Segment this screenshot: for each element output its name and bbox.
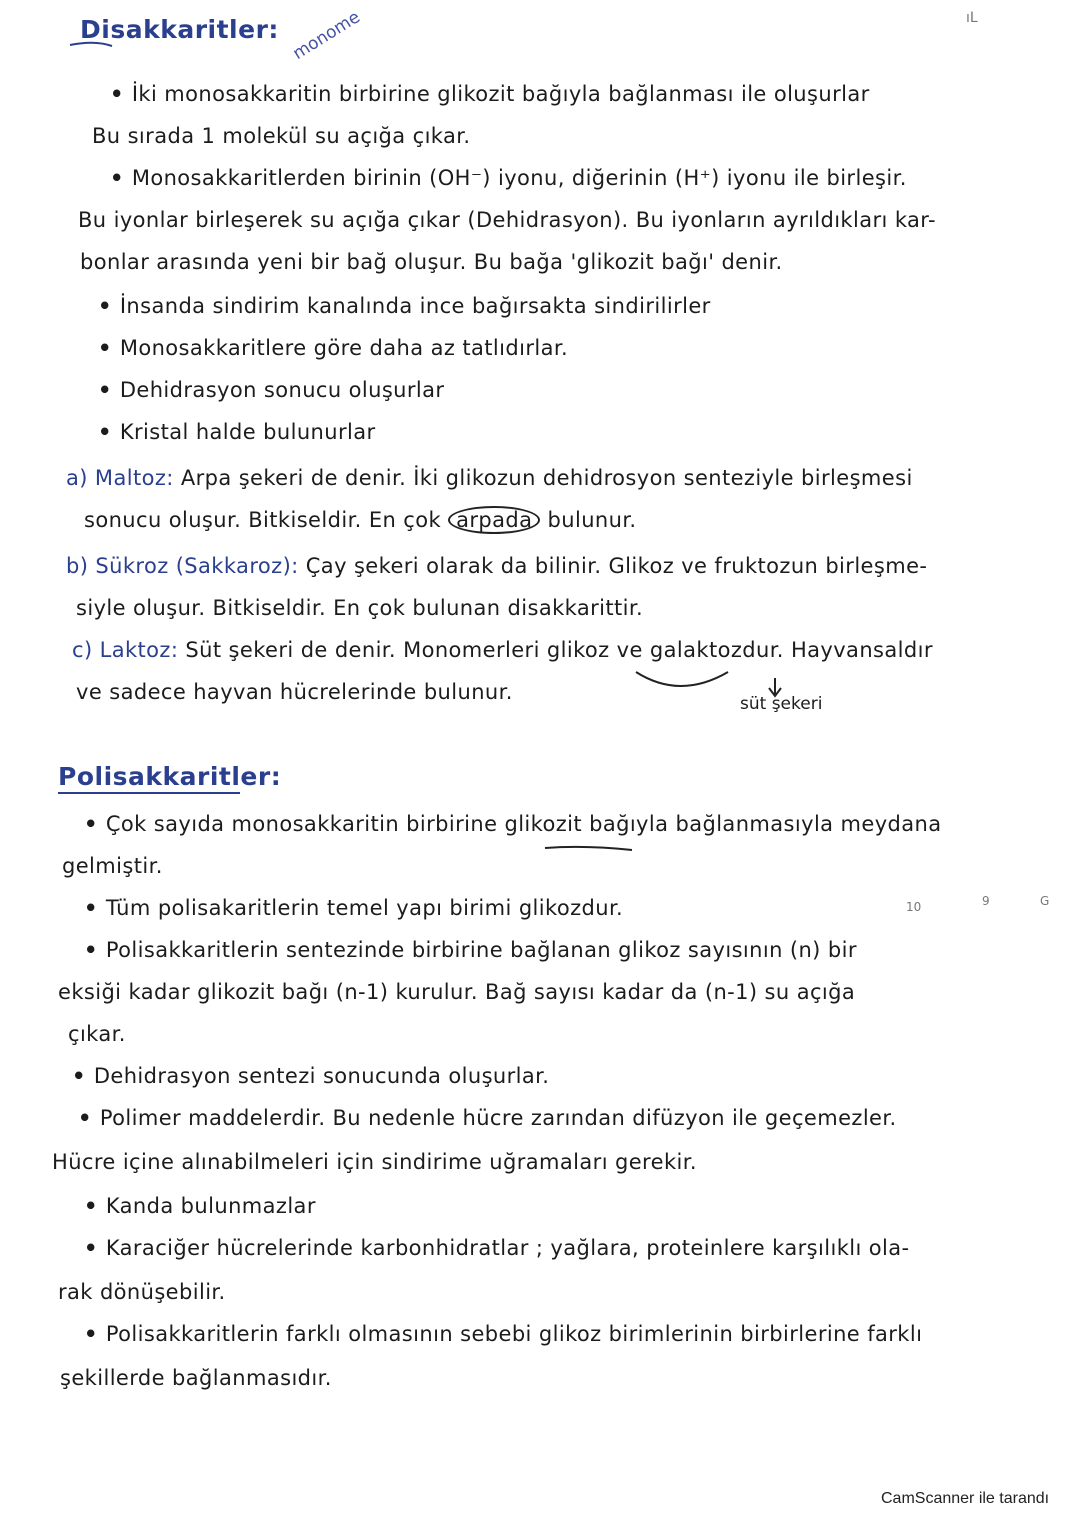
list-item-cont: eksiği kadar glikozit bağı (n-1) kurulur. Bağ sayısı kadar da (n-1) su açığa — [58, 980, 856, 1004]
bullet: • — [84, 812, 98, 836]
bullet: • — [98, 378, 112, 402]
list-item: • Çok sayıda monosakkaritin birbirine glikozit bağıyla bağlanmasıyla meydana — [84, 812, 942, 836]
list-item-cont: gelmiştir. — [62, 854, 163, 878]
bullet: • — [84, 1322, 98, 1346]
maltoz-line-1: a) Maltoz: Arpa şekeri de denir. İki glikozun dehidrosyon senteziyle birleşmesi — [66, 466, 913, 490]
list-item: • Polisakkaritlerin farklı olmasının sebebi glikoz birimlerinin birbirlerine farklı — [84, 1322, 923, 1346]
laktoz-brace — [636, 672, 728, 686]
list-item: • Polisakkaritlerin sentezinde birbirine bağlanan glikoz sayısının (n) bir — [84, 938, 857, 962]
list-item: • Tüm polisakaritlerin temel yapı birimi glikozdur. — [84, 896, 624, 920]
maltoz-line-2: sonucu oluşur. Bitkiseldir. En çok arpada bulunur. — [84, 508, 637, 532]
bullet: • — [84, 1194, 98, 1218]
list-item: • Dehidrasyon sentezi sonucunda oluşurlar. — [72, 1064, 550, 1088]
glikozit-underline — [545, 847, 632, 850]
list-item: • Polimer maddelerdir. Bu nedenle hücre zarından difüzyon ile geçemezler. — [78, 1106, 897, 1130]
sukroz-label: b) Sükroz (Sakkaroz): — [66, 554, 299, 578]
circled-word: arpada — [448, 506, 540, 534]
list-item: • İki monosakkaritin birbirine glikozit bağıyla bağlanması ile oluşurlar — [110, 82, 870, 106]
list-item-cont: Bu sırada 1 molekül su açığa çıkar. — [92, 124, 471, 148]
list-item: • Karaciğer hücrelerinde karbonhidratlar ; yağlara, proteinlere karşılıklı ola- — [84, 1236, 910, 1260]
bullet: • — [110, 166, 124, 190]
bullet: • — [78, 1106, 92, 1130]
bullet: • — [98, 294, 112, 318]
side-mark: G — [1040, 894, 1050, 908]
laktoz-note: süt şekeri — [740, 694, 823, 714]
bullet: • — [72, 1064, 86, 1088]
maltoz-label: a) Maltoz: — [66, 466, 174, 490]
side-mark: 9 — [982, 894, 990, 908]
disaccharides-heading: Disakkaritler: — [80, 15, 279, 44]
laktoz-label: c) Laktoz: — [72, 638, 179, 662]
list-item-cont: rak dönüşebilir. — [58, 1280, 226, 1304]
bullet: • — [110, 82, 124, 106]
list-item: • Monosakkaritlere göre daha az tatlıdırlar. — [98, 336, 569, 360]
corner-mark: ıL — [966, 10, 978, 26]
list-item: • İnsanda sindirim kanalında ince bağırsakta sindirilirler — [98, 294, 711, 318]
list-item: • Kristal halde bulunurlar — [98, 420, 376, 444]
list-item-cont: şekillerde bağlanmasıdır. — [60, 1366, 332, 1390]
bullet: • — [98, 420, 112, 444]
list-item-cont: bonlar arasında yeni bir bağ oluşur. Bu bağa 'glikozit bağı' denir. — [80, 250, 783, 274]
list-item-cont: Hücre içine alınabilmeleri için sindirime uğramaları gerekir. — [52, 1150, 697, 1174]
sukroz-line-2: siyle oluşur. Bitkiseldir. En çok bulunan disakkarittir. — [76, 596, 644, 620]
bullet: • — [84, 938, 98, 962]
list-item: • Monosakkaritlerden birinin (OH⁻) iyonu, diğerinin (H⁺) iyonu ile birleşir. — [110, 166, 907, 190]
bullet: • — [98, 336, 112, 360]
bullet: • — [84, 896, 98, 920]
sukroz-line-1: b) Sükroz (Sakkaroz): Çay şekeri olarak da bilinir. Glikoz ve fruktozun birleşme- — [66, 554, 928, 578]
list-item: • Kanda bulunmazlar — [84, 1194, 316, 1218]
list-item-cont: çıkar. — [68, 1022, 126, 1046]
polysaccharides-heading: Polisakkaritler: — [58, 762, 282, 791]
side-mark: 10 — [906, 900, 922, 914]
list-item: • Dehidrasyon sonucu oluşurlar — [98, 378, 445, 402]
annotation-monomer: monome — [289, 7, 364, 65]
bullet: • — [84, 1236, 98, 1260]
scanner-footer: CamScanner ile tarandı — [881, 1490, 1050, 1507]
laktoz-line-2: ve sadece hayvan hücrelerinde bulunur. — [76, 680, 513, 704]
laktoz-line-1: c) Laktoz: Süt şekeri de denir. Monomerleri glikoz ve galaktozdur. Hayvansaldır — [72, 638, 933, 662]
list-item-cont: Bu iyonlar birleşerek su açığa çıkar (Dehidrasyon). Bu iyonların ayrıldıkları kar- — [78, 208, 936, 232]
